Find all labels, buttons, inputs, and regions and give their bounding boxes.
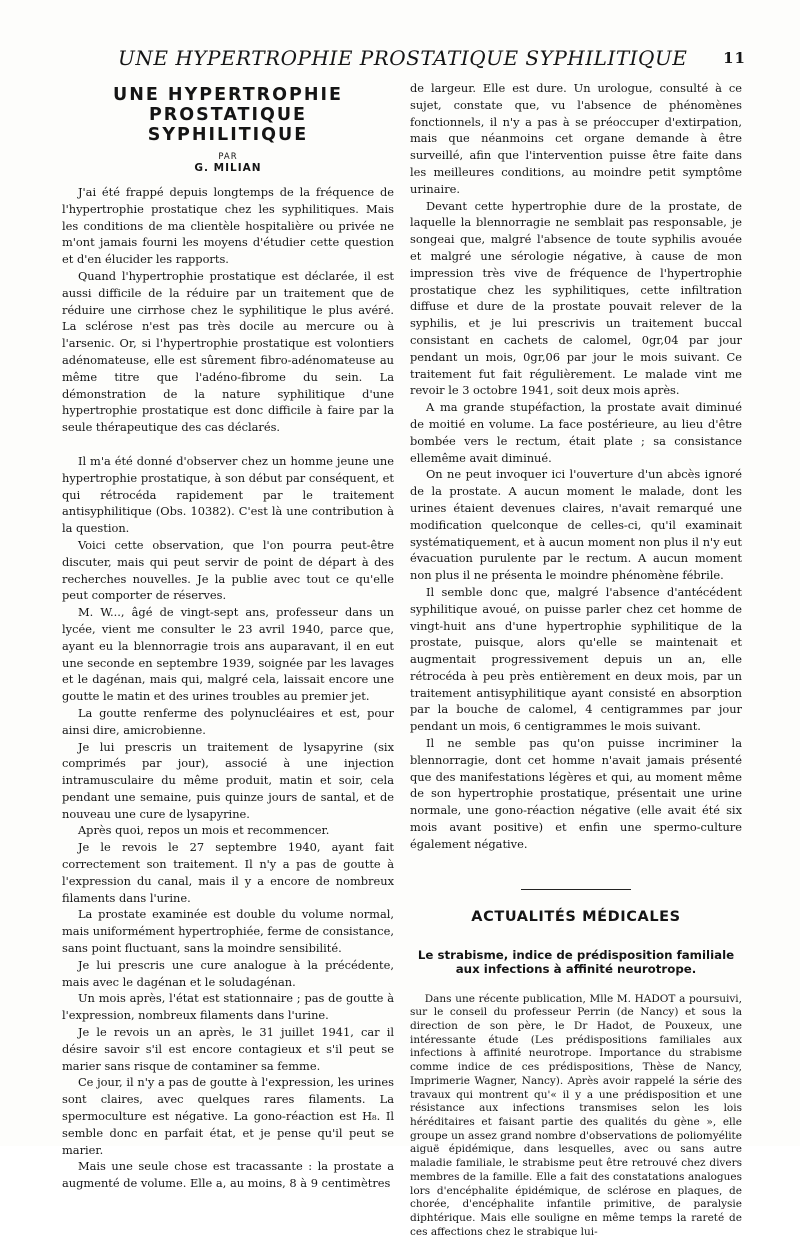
running-title: UNE HYPERTROPHIE PROSTATIQUE SYPHILITIQUE [118,46,688,70]
paragraph: Devant cette hypertrophie dure de la prostate, de laquelle la blennorragie ne semblait pas responsable, je songeai que, malgré l'absence de toute syphilis avouée et malgré une sérologie négative, à cause de mon impression très vive de fréquence de l'hypertrophie prostatique chez les syphilitiques, cette infiltration diffuse et dure de la prostate pouvait relever de la syphilis, et je lui prescrivis un traitement buccal consistant en cachets de calomel, 0gr,04 par jour pendant un mois, 0gr,06 par jour le mois suivant. Ce traitement fut fait régulièrement. Le malade vint me revoir le 3 octobre 1941, soit deux mois après. [410,198,742,398]
paragraph: Voici cette observation, que l'on pourra peut-être discuter, mais qui peut servir de point de départ à des recherches nouvelles. Je la publie avec tout ce qu'elle peut comporter de réserves. [62,537,394,603]
paragraph: J'ai été frappé depuis longtemps de la fréquence de l'hypertrophie prostatique chez les syphilitiques. Mais les conditions de ma clientèle hospitalière ou privée ne m'ont jamais fourni les moyens d'étudier cette question et d'en élucider les rapports. [62,185,394,267]
paragraph: La goutte renferme des polynucléaires et est, pour ainsi dire, amicrobienne. [62,705,394,737]
paragraph: On ne peut invoquer ici l'ouverture d'un abcès ignoré de la prostate. A aucun moment le malade, dont les urines étaient devenues claires, n'avait remarqué une modification quelconque de celles-ci, qu'il examinait systématiquement, et à aucun moment non plus il n'y eut évacuation purulente par le rectum. A aucun moment non plus il ne présenta le moindre phénomène fébrile. [410,467,742,583]
page-number: 11 [723,49,746,67]
paragraph: Je lui prescris une cure analogue à la précédente, mais avec le dagénan et le soludagénan. [62,957,394,989]
article-title-line: PROSTATIQUE [148,105,308,125]
paragraph: de largeur. Elle est dure. Un urologue, consulté à ce sujet, constate que, vu l'absence de phénomènes fonctionnels, il n'y a pas à se préoccuper d'extirpation, mais que néanmoins cet organe demande à être surveillé, afin que l'intervention puisse être faite dans les meilleures conditions, au moindre petit symptôme urinaire. [410,81,742,196]
byline: PAR [218,152,238,162]
section-paragraph: Dans une récente publication, Mlle M. HADOT a poursuivi, sur le conseil du professeur Perrin (de Nancy) et sous la direction de son père, le Dr Hadot, de Pouxeux, une intéressante étude (Les prédispositions familiales aux infections à affinité neurotrope. Importance du strabisme comme indice de ces prédispositions, Thèse de Nancy, Imprimerie Wagner, Nancy). Après avoir rappelé la série des travaux qui montrent qu'« il y a une prédisposition et une résistance aux infections transmises selon les lois héréditaires et faisant partie des qualités du gène », elle groupe un assez grand nombre d'observations de poliomyélite aiguë épidémique, dans lesquelles, avec ou sans autre maladie familiale, le strabisme peut être retrouvé chez divers membres de la famille. Elle a fait des constatations analogues lors d'encéphalite épidémique, de sclérose en plaques, de chorée, d'encéphalite infantile primitive, de paralysie diphtérique. Mais elle souligne en même temps la rareté de ces affections chez le strabique lui- [410,992,742,1238]
paragraph: Il m'a été donné d'observer chez un homme jeune une hypertrophie prostatique, à son début par conséquent, et qui rétrocéda rapidement par le traitement antisyphilitique (Obs. 10382). C'est là une contribution à la question. [62,453,394,536]
author-name: G. MILIAN [194,162,262,174]
paragraph: Après quoi, repos un mois et recommencer. [77,823,330,838]
paragraph: Un mois après, l'état est stationnaire ; pas de goutte à l'expression, nombreux filaments dans l'urine. [62,991,394,1023]
paragraph: Ce jour, il n'y a pas de goutte à l'expression, les urines sont claires, avec quelques rares filaments. La spermoculture est négative. La gono-réaction est H₈. Il semble donc en parfait état, et je pense qu'il peut se marier. [62,1075,394,1157]
article-title-line: UNE HYPERTROPHIE [113,85,343,105]
paragraph: Il ne semble pas qu'on puisse incriminer la blennorragie, dont cet homme n'avait jamais présenté que des manifestations légères et qui, au moment même de son hypertrophie prostatique, présentait une urine normale, une gono-réaction négative (elle avait été six mois avant positive) et enfin une spermo-culture également négative. [410,736,742,851]
right-column [410,80,742,1239]
paragraph: Je le revois un an après, le 31 juillet 1941, car il désire savoir s'il est encore contagieux et s'il peut se marier sans risque de contaminer sa femme. [62,1025,394,1073]
section-subtitle: Le strabisme, indice de prédisposition familiale aux infections à affinité neurotrope. [417,947,735,977]
paragraph: A ma grande stupéfaction, la prostate avait diminué de moitié en volume. La face postérieure, au lieu d'être bombée vers le rectum, était plate ; sa consistance ellemême avait diminué. [410,400,742,465]
left-column [62,80,394,1192]
article-title [62,85,394,145]
section-title: ACTUALITÉS MÉDICALES [471,908,681,925]
paragraph: La prostate examinée est double du volume normal, mais uniformément hypertrophiée, ferme de consistance, sans point fluctuant, sans la moindre sensibilité. [62,907,394,956]
paragraph: Je lui prescris un traitement de lysapyrine (six comprimés par jour), associé à une injection intramusculaire du même produit, matin et soir, cela pendant une semaine, puis quinze jours de santal, et de nouveau une cure de lysapyrine. [62,739,394,821]
paragraph: Quand l'hypertrophie prostatique est déclarée, il est aussi difficile de la réduire par un traitement que de réduire une cirrhose chez le syphilitique le plus avéré. La sclérose n'est pas très docile au mercure ou à l'arsenic. Or, si l'hypertrophie prostatique est volontiers adénomateuse, elle est sûrement fibro-adénomateuse au même titre que l'adéno-fibrome du sein. La démonstration de la nature syphilitique d'une hypertrophie prostatique est donc difficile à faire par la seule thérapeutique des cas déclarés. [62,268,394,435]
paragraph: Il semble donc que, malgré l'absence d'antécédent syphilitique avoué, on puisse parler chez cet homme de vingt-huit ans d'une hypertrophie syphilitique de la prostate, puisque, alors qu'elle se maintenait et augmentait progressivement depuis un an, elle rétrocéda à peu près entièrement en deux mois, par un traitement antisyphilitique ayant consisté en absorption par la bouche de calomel, 4 centigrammes par jour pendant un mois, 6 centigrammes le mois suivant. [410,584,742,734]
paragraph: Je le revois le 27 septembre 1940, ayant fait correctement son traitement. Il n'y a pas de goutte à l'expression du canal, mais il y a encore de nombreux filaments dans l'urine. [62,840,394,905]
section-divider [521,889,631,890]
paragraph: M. W..., âgé de vingt-sept ans, professeur dans un lycée, vient me consulter le 23 avril 1940, parce que, ayant eu la blennorragie trois ans auparavant, il en eut une seconde en septembre 1939, soignée par les lavages et le dagénan, mais qui, malgré cela, laissait encore une goutte le matin et des urines troubles au premier jet. [62,605,394,704]
paragraph: Mais une seule chose est tracassante : la prostate a augmenté de volume. Elle a, au moins, 8 à 9 centimètres [62,1159,394,1191]
article-title-line: SYPHILITIQUE [147,125,309,145]
